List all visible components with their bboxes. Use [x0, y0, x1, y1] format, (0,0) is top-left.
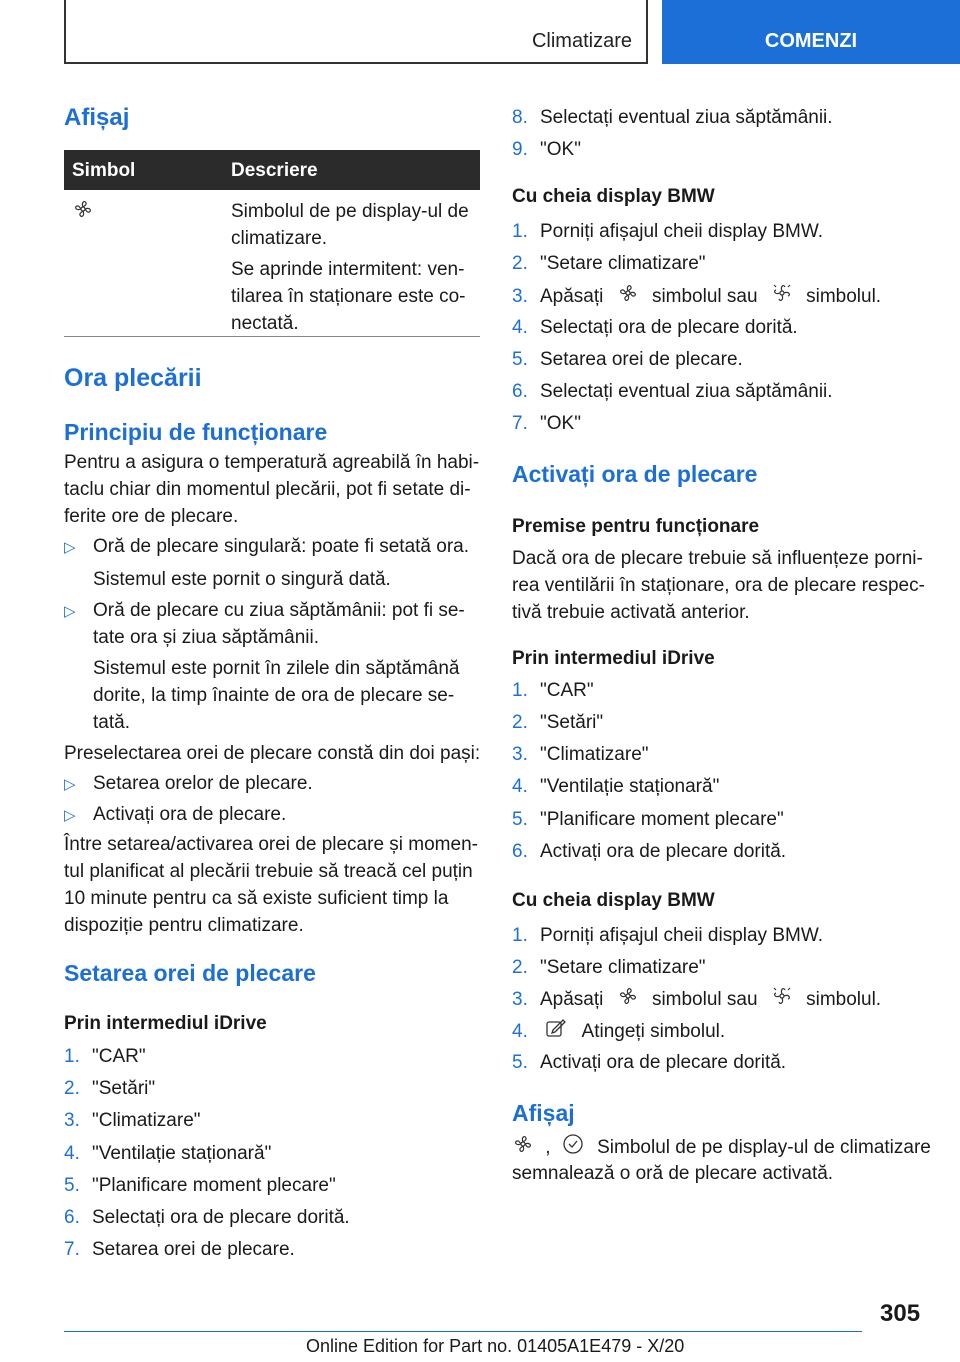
fan-icon: [617, 985, 639, 1015]
list-item: 6. Selectați eventual ziua săptămânii.: [512, 381, 833, 402]
afisaj2-heading: Afișaj: [512, 1100, 575, 1126]
list-item: 1. Porniți afișajul cheii display BMW.: [512, 925, 823, 946]
preselect-text: Preselectarea orei de plecare constă din doi pași:: [64, 743, 481, 764]
list-item: 6. Activați ora de plecare dorită.: [512, 841, 787, 862]
list-item: 6. Selectați ora de plecare dorită.: [64, 1207, 350, 1228]
afisaj-heading: Afișaj: [64, 104, 130, 131]
list-item: 4. Atingeți simbolul.: [512, 1017, 725, 1047]
fan-icon: [72, 198, 94, 225]
header-tab-comenzi[interactable]: COMENZI: [662, 0, 960, 64]
list-item: 8. Selectați eventual ziua săptămânii.: [512, 107, 833, 128]
bullet-2-l2: tate ora și ziua săptămânii.: [93, 627, 320, 648]
list-item: 5. "Planificare moment plecare": [64, 1175, 336, 1196]
list-item: 3. Apăsați simbolul sau simbolul.: [512, 282, 881, 312]
col-symbol: Simbol: [72, 160, 136, 181]
activati-heading: Activați ora de plecare: [512, 461, 758, 487]
header-box: [64, 0, 648, 64]
desc1-l1: Simbolul de pe display-ul de: [231, 201, 469, 222]
header-section-title: Climatizare: [531, 30, 632, 52]
intre-l3: 10 minute pentru ca să existe suficient timp la: [64, 888, 449, 909]
fan-flashing-icon: [771, 985, 793, 1015]
footer-divider: [64, 1331, 862, 1332]
setarea-heading: Setarea orei de plecare: [64, 960, 316, 986]
list-item: 4. Selectați ora de plecare dorită.: [512, 317, 798, 338]
idrive-heading-right: Prin intermediul iDrive: [512, 648, 715, 669]
clock-check-icon: [562, 1133, 584, 1163]
list-item: 5. "Planificare moment plecare": [512, 809, 784, 830]
afisaj2-line2: semnalează o oră de plecare activată.: [512, 1163, 834, 1184]
list-item: 2. "Setări": [512, 712, 604, 733]
list-item: 7. Setarea orei de plecare.: [64, 1239, 295, 1260]
bullet-2: ▷ Oră de plecare cu ziua săptămânii: pot fi se-: [64, 600, 465, 621]
list-item: 4. "Ventilație staționară": [512, 776, 720, 797]
col-description: Descriere: [231, 160, 318, 181]
premise-l3: tivă trebuie activată anterior.: [512, 602, 750, 623]
list-item: 1. "CAR": [512, 680, 594, 701]
principiu-p1: Pentru a asigura o temperatură agreabilă în habi-: [64, 452, 480, 473]
premise-l1: Dacă ora de plecare trebuie să influențeze porni-: [512, 548, 923, 569]
list-item: 4. "Ventilație staționară": [64, 1143, 272, 1164]
desc2-l2: tilarea în staționare este co-: [231, 286, 466, 307]
list-item: 2. "Setare climatizare": [512, 957, 706, 978]
list-item: 5. Activați ora de plecare dorită.: [512, 1052, 787, 1073]
list-item: 1. "CAR": [64, 1046, 146, 1067]
list-item: 3. "Climatizare": [512, 744, 649, 765]
fan-icon: [617, 282, 639, 312]
fan-icon: [512, 1133, 534, 1163]
key2-heading: Cu cheia display BMW: [512, 890, 715, 911]
bullet-1-sub: Sistemul este pornit o singură dată.: [93, 569, 391, 590]
list-item: 3. Apăsați simbolul sau simbolul.: [512, 985, 881, 1015]
intre-l4: dispoziție pentru climatizare.: [64, 915, 304, 936]
afisaj2-line1: , Simbolul de pe display-ul de climatizare: [512, 1133, 931, 1163]
table-header: [64, 150, 480, 190]
page-number: 305: [880, 1300, 921, 1327]
premise-heading: Premise pentru funcționare: [512, 516, 760, 537]
idrive-heading-left: Prin intermediul iDrive: [64, 1013, 267, 1034]
list-item: 3. "Climatizare": [64, 1110, 201, 1131]
intre-l2: tul planificat al plecării trebuie să treacă cel puțin: [64, 861, 473, 882]
list-item: 2. "Setare climatizare": [512, 253, 706, 274]
list-item: 9. "OK": [512, 139, 581, 160]
desc2-l3: nectată.: [231, 313, 299, 334]
premise-l2: rea ventilării în staționare, ora de plecare respec-: [512, 575, 925, 596]
ora-plecarii-heading: Ora plecării: [64, 364, 202, 392]
bullet-3: ▷ Setarea orelor de plecare.: [64, 773, 313, 794]
principiu-p3: ferite ore de plecare.: [64, 506, 239, 527]
list-item: 1. Porniți afișajul cheii display BMW.: [512, 221, 823, 242]
principiu-p2: taclu chiar din momentul plecării, pot fi setate di-: [64, 479, 471, 500]
bullet-2-sub3: tată.: [93, 712, 130, 733]
table-row: [64, 190, 480, 337]
edit-checkbox-icon: [545, 1017, 567, 1047]
desc2-l1: Se aprinde intermitent: ven-: [231, 259, 465, 280]
bullet-2-sub1: Sistemul este pornit în zilele din săptămână: [93, 658, 460, 679]
desc1-l2: climatizare.: [231, 228, 328, 249]
bullet-2-sub2: dorite, la timp înainte de ora de plecare se-: [93, 685, 455, 706]
list-item: 7. "OK": [512, 413, 581, 434]
bullet-1: ▷ Oră de plecare singulară: poate fi setată ora.: [64, 536, 470, 557]
intre-l1: Între setarea/activarea orei de plecare și momen-: [64, 834, 478, 855]
fan-flashing-icon: [771, 282, 793, 312]
footer-edition: Online Edition for Part no. 01405A1E479 - X/20: [306, 1336, 685, 1356]
principiu-heading: Principiu de funcționare: [64, 419, 328, 445]
key1-heading: Cu cheia display BMW: [512, 186, 715, 207]
list-item: 5. Setarea orei de plecare.: [512, 349, 743, 370]
list-item: 2. "Setări": [64, 1078, 156, 1099]
bullet-4: ▷ Activați ora de plecare.: [64, 804, 287, 825]
symbol-table: [64, 150, 480, 337]
